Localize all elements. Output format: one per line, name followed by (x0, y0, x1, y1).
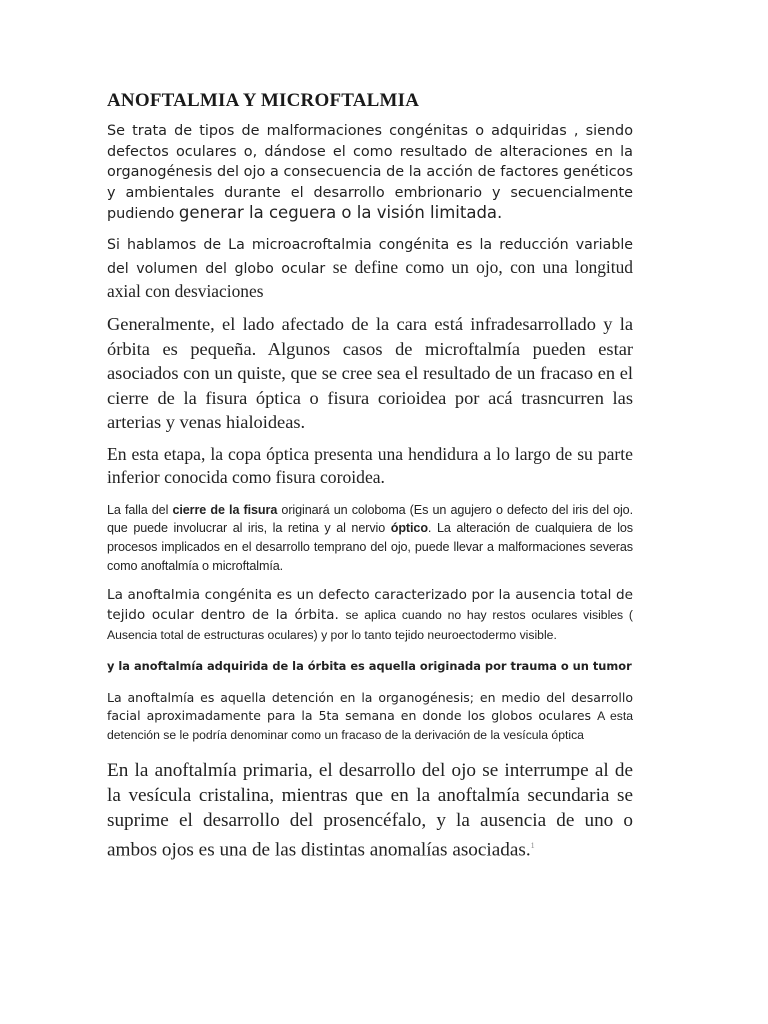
serif-text: se define como un ojo, con una longitud axial con desviaciones (107, 256, 633, 301)
small-text: se aplica cuando no hay restos oculares visibles ( Ausencia total de estructuras oculares) y por lo tanto tejido neuroectodermo visible. (107, 608, 633, 643)
document-page (107, 90, 633, 863)
paragraph-text: Se trata de tipos de malformaciones congénitas o adquiridas , siendo defectos oculares o, dándose el como resultado de alteraciones en la organogénesis del ojo a consecuencia de la acción de factores genéticos y ambientales durante el desarrollo embrionario y secuencialmente pudiendo (107, 123, 633, 223)
paragraph-microftalmia (107, 234, 633, 304)
small-text: A esta detención se le podría denominar como un fracaso de la derivación de la vesícula óptica (107, 709, 633, 742)
paragraph-text: originará un coloboma (Es un agujero o defecto del iris del ojo. que puede involucrar al iris, la retina y al nervio (107, 502, 633, 536)
bold-term: óptico (390, 521, 428, 536)
paragraph-organogenesis (107, 689, 633, 745)
paragraph-etapa: En esta etapa, la copa óptica presenta una hendidura a lo largo de su parte inferior conocida como fisura coroidea. (107, 443, 633, 488)
paragraph-anoftalmia-congenita (107, 585, 633, 645)
paragraph-text: Si hablamos de La microacroftalmia congénita es la reducción variable del volumen del globo ocular (107, 236, 633, 277)
footnote-reference: 1 (530, 841, 535, 851)
bold-term: cierre de la fisura (172, 502, 278, 517)
paragraph-generalmente: Generalmente, el lado afectado de la cara está infradesarrollado y la órbita es pequeña. Algunos casos de microftalmía pueden estar asociados con un quiste, que se cree sea el resultado de un fracaso en el cierre de la fisura óptica o fisura corioidea por acá trasncurren las arterias y venas hialoideas. (107, 313, 633, 433)
paragraph-text: La falla del (107, 502, 173, 517)
paragraph-anoftalmia-primaria (107, 758, 633, 862)
document-title: ANOFTALMIA Y MICROFTALMIA (107, 90, 420, 111)
emphasis-text: generar la ceguera o la visión limitada. (178, 203, 503, 223)
paragraph-text: En la anoftalmía primaria, el desarrollo del ojo se interrumpe al de la vesícula cristalina, mientras que en la anoftalmía secundaria se suprime el desarrollo del prosencéfalo, y la ausencia de uno o ambos ojos es una de las distintas anomalías asociadas. (107, 760, 633, 861)
paragraph-text: . La alteración de cualquiera de los procesos implicados en el desarrollo temprano del ojo, puede llevar a malformaciones severas como anoftalmía o microftalmía. (107, 521, 633, 573)
paragraph-definition (107, 121, 633, 225)
paragraph-text: La anoftalmia congénita es un defecto caracterizado por la ausencia total de tejido ocular dentro de la órbita. (107, 587, 633, 624)
paragraph-adquirida: y la anoftalmía adquirida de la órbita es aquella originada por trauma o un tumor (107, 658, 632, 673)
paragraph-coloboma (107, 501, 633, 575)
paragraph-text: La anoftalmía es aquella detención en la organogénesis; en medio del desarrollo facial aproximadamente para la 5ta semana en donde los globos oculares (107, 689, 633, 724)
